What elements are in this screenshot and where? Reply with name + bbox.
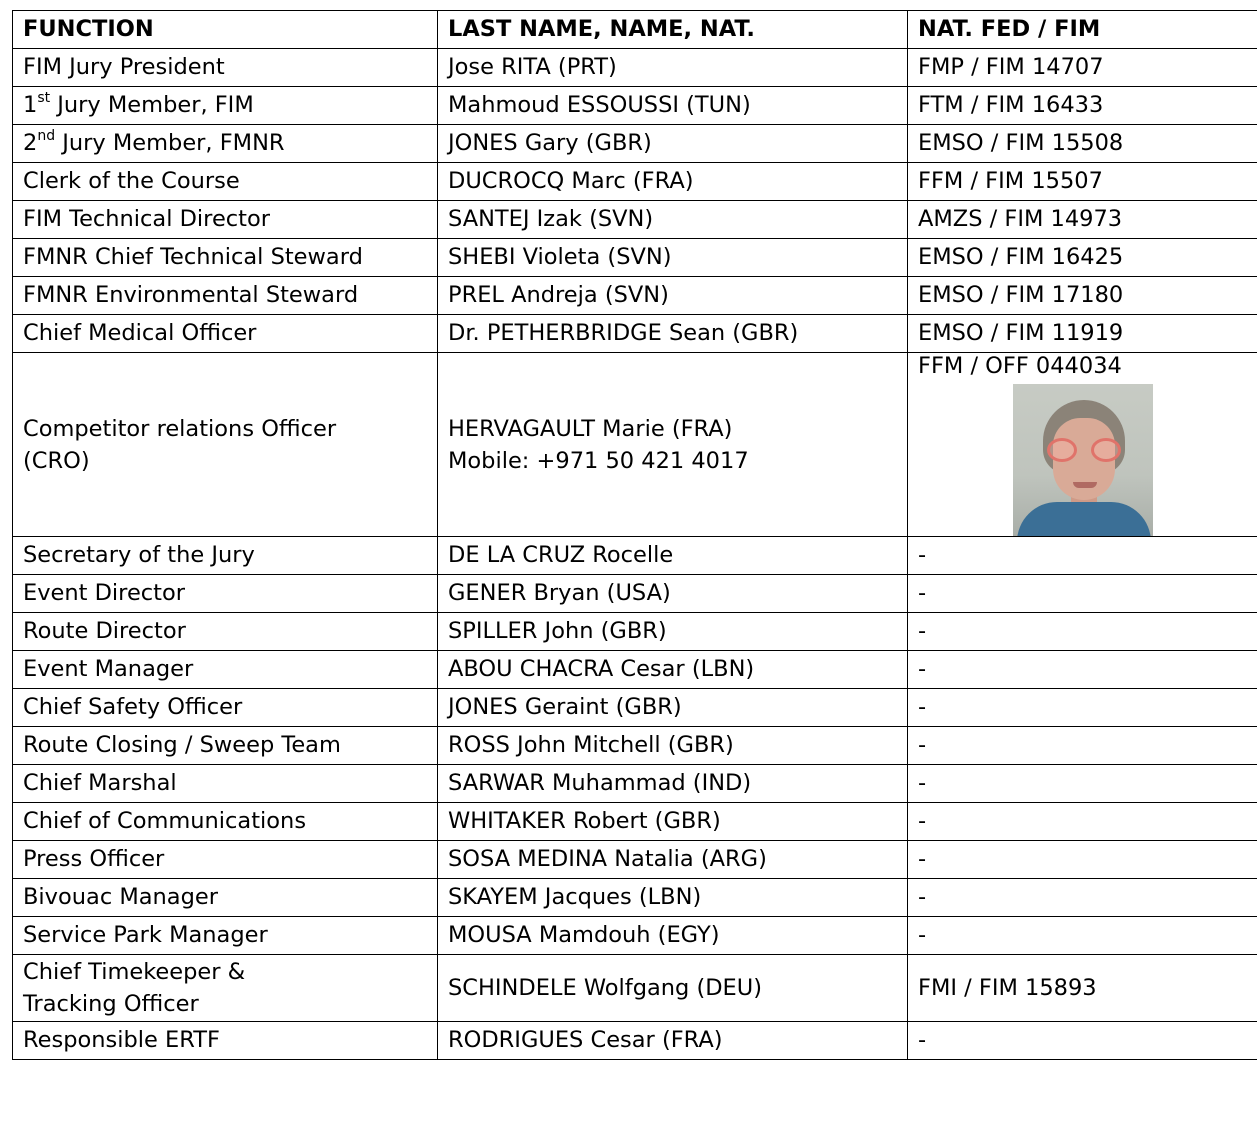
cell-name: SKAYEM Jacques (LBN) xyxy=(438,879,908,917)
cell-name: SOSA MEDINA Natalia (ARG) xyxy=(438,841,908,879)
cell-federation: - xyxy=(908,613,1257,651)
cell-function xyxy=(13,87,438,125)
header-federation: NAT. FED / FIM xyxy=(908,11,1257,49)
cell-federation: - xyxy=(908,841,1257,879)
ordinal-number: 1 xyxy=(23,92,38,118)
cell-federation xyxy=(908,353,1257,537)
cell-name: WHITAKER Robert (GBR) xyxy=(438,803,908,841)
function-text: Jury Member, FMNR xyxy=(55,130,285,156)
table-row xyxy=(13,689,1257,727)
officials-table xyxy=(12,10,1257,1060)
table-row xyxy=(13,803,1257,841)
table-row xyxy=(13,49,1257,87)
table-row xyxy=(13,575,1257,613)
cell-name: SARWAR Muhammad (IND) xyxy=(438,765,908,803)
cell-function: Press Officer xyxy=(13,841,438,879)
cell-federation: AMZS / FIM 14973 xyxy=(908,201,1257,239)
cell-name: GENER Bryan (USA) xyxy=(438,575,908,613)
table-header-row xyxy=(13,11,1257,49)
ordinal-suffix: nd xyxy=(37,127,56,144)
cell-federation: - xyxy=(908,537,1257,575)
table-row xyxy=(13,1022,1257,1060)
cell-federation: - xyxy=(908,727,1257,765)
cell-federation: - xyxy=(908,917,1257,955)
cell-function xyxy=(13,353,438,537)
table-row xyxy=(13,163,1257,201)
cell-function: FMNR Chief Technical Steward xyxy=(13,239,438,277)
cell-federation: - xyxy=(908,689,1257,727)
cell-function: FIM Jury President xyxy=(13,49,438,87)
cell-federation: EMSO / FIM 17180 xyxy=(908,277,1257,315)
header-function: FUNCTION xyxy=(13,11,438,49)
table-row xyxy=(13,125,1257,163)
cell-function: Service Park Manager xyxy=(13,917,438,955)
table-row xyxy=(13,201,1257,239)
table-row xyxy=(13,727,1257,765)
function-line: (CRO) xyxy=(23,447,90,474)
cell-function xyxy=(13,955,438,1022)
cell-function: Responsible ERTF xyxy=(13,1022,438,1060)
cell-name: PREL Andreja (SVN) xyxy=(438,277,908,315)
cell-function: Chief Safety Officer xyxy=(13,689,438,727)
cell-federation: EMSO / FIM 15508 xyxy=(908,125,1257,163)
cell-function: Route Director xyxy=(13,613,438,651)
table-row xyxy=(13,841,1257,879)
function-line: Chief Timekeeper & xyxy=(23,959,246,985)
cell-federation: - xyxy=(908,575,1257,613)
table-row xyxy=(13,879,1257,917)
cell-federation: FTM / FIM 16433 xyxy=(908,87,1257,125)
cell-function: Event Manager xyxy=(13,651,438,689)
table-row xyxy=(13,239,1257,277)
function-text: Jury Member, FIM xyxy=(50,92,254,118)
cell-function: Chief Marshal xyxy=(13,765,438,803)
function-line: Tracking Officer xyxy=(23,991,199,1017)
table-row xyxy=(13,651,1257,689)
cell-function: Chief Medical Officer xyxy=(13,315,438,353)
cell-name: SPILLER John (GBR) xyxy=(438,613,908,651)
cell-name: DE LA CRUZ Rocelle xyxy=(438,537,908,575)
cell-function: Event Director xyxy=(13,575,438,613)
federation-text: FFM / OFF 044034 xyxy=(918,353,1122,379)
cell-federation: FFM / FIM 15507 xyxy=(908,163,1257,201)
cell-function: Secretary of the Jury xyxy=(13,537,438,575)
officials-document xyxy=(12,10,1257,1060)
cell-federation: FMI / FIM 15893 xyxy=(908,955,1257,1022)
table-row xyxy=(13,277,1257,315)
table-row xyxy=(13,765,1257,803)
cell-name: Jose RITA (PRT) xyxy=(438,49,908,87)
cell-federation: - xyxy=(908,651,1257,689)
cell-name: Dr. PETHERBRIDGE Sean (GBR) xyxy=(438,315,908,353)
cell-name: ABOU CHACRA Cesar (LBN) xyxy=(438,651,908,689)
name-line: HERVAGAULT Marie (FRA) xyxy=(448,415,733,442)
cell-function: Clerk of the Course xyxy=(13,163,438,201)
table-row xyxy=(13,315,1257,353)
cell-name: Mahmoud ESSOUSSI (TUN) xyxy=(438,87,908,125)
cell-name: DUCROCQ Marc (FRA) xyxy=(438,163,908,201)
cell-function: Bivouac Manager xyxy=(13,879,438,917)
table-row xyxy=(13,917,1257,955)
cell-name: SCHINDELE Wolfgang (DEU) xyxy=(438,955,908,1022)
cell-federation: EMSO / FIM 16425 xyxy=(908,239,1257,277)
ordinal-suffix: st xyxy=(37,89,51,106)
cro-photo xyxy=(1013,384,1153,536)
cell-federation: EMSO / FIM 11919 xyxy=(908,315,1257,353)
mobile-line: Mobile: +971 50 421 4017 xyxy=(448,447,749,474)
cell-name: SHEBI Violeta (SVN) xyxy=(438,239,908,277)
cell-federation: - xyxy=(908,765,1257,803)
table-row xyxy=(13,613,1257,651)
cell-function: Route Closing / Sweep Team xyxy=(13,727,438,765)
cell-federation: - xyxy=(908,803,1257,841)
table-row xyxy=(13,87,1257,125)
table-row xyxy=(13,955,1257,1022)
cell-name: MOUSA Mamdouh (EGY) xyxy=(438,917,908,955)
cell-name xyxy=(438,353,908,537)
cell-name: ROSS John Mitchell (GBR) xyxy=(438,727,908,765)
function-line: Competitor relations Officer xyxy=(23,415,337,442)
header-name: LAST NAME, NAME, NAT. xyxy=(438,11,908,49)
cell-function xyxy=(13,125,438,163)
cell-federation: - xyxy=(908,1022,1257,1060)
cell-name: JONES Geraint (GBR) xyxy=(438,689,908,727)
ordinal-number: 2 xyxy=(23,130,38,156)
cell-federation: - xyxy=(908,879,1257,917)
cell-name: SANTEJ Izak (SVN) xyxy=(438,201,908,239)
cell-function: FMNR Environmental Steward xyxy=(13,277,438,315)
cell-name: JONES Gary (GBR) xyxy=(438,125,908,163)
cell-federation: FMP / FIM 14707 xyxy=(908,49,1257,87)
cell-function: Chief of Communications xyxy=(13,803,438,841)
table-row xyxy=(13,353,1257,537)
cell-function: FIM Technical Director xyxy=(13,201,438,239)
table-row xyxy=(13,537,1257,575)
cell-name: RODRIGUES Cesar (FRA) xyxy=(438,1022,908,1060)
